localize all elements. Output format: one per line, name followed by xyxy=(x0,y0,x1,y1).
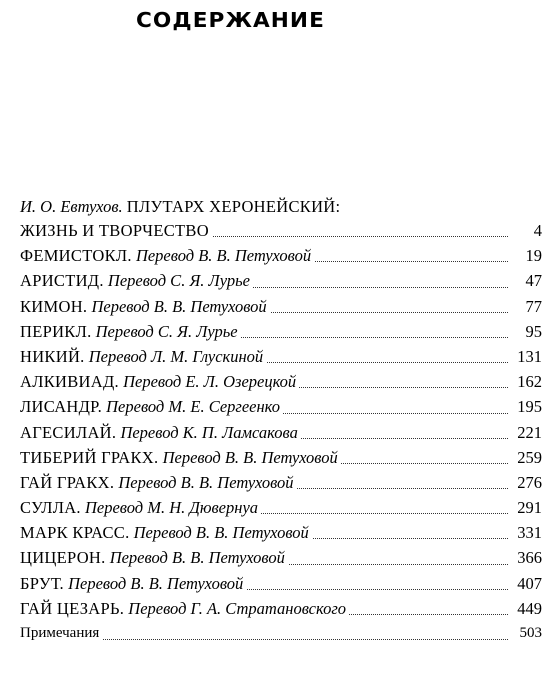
toc-entry xyxy=(20,319,542,344)
toc-entry xyxy=(20,495,542,520)
toc-entry xyxy=(20,294,542,319)
entry-page-number: 195 xyxy=(514,394,542,419)
entry-name: АРИСТИД. xyxy=(20,271,104,291)
entry-translator: Перевод В. В. Петуховой xyxy=(133,523,309,543)
entry-translator: Перевод В. В. Петуховой xyxy=(68,573,244,593)
toc-entry xyxy=(20,243,542,268)
toc-notes-line xyxy=(20,621,542,646)
toc-entry xyxy=(20,545,542,570)
entry-name: БРУТ. xyxy=(20,573,64,593)
entry-page-number: 449 xyxy=(514,596,542,621)
entry-translator: Перевод М. Е. Сергеенко xyxy=(106,397,281,417)
toc-intro-line-1 xyxy=(20,196,542,218)
notes-label: Примечания xyxy=(20,625,102,641)
intro-title-line1: ПЛУТАРХ ХЕРОНЕЙСКИЙ: xyxy=(126,197,341,216)
entry-translator: Перевод Г. А. Стратановского xyxy=(128,598,347,618)
entry-page-number: 19 xyxy=(523,243,543,268)
notes-page-number: 503 xyxy=(517,621,543,646)
entry-page-number: 407 xyxy=(514,571,542,596)
toc-entry xyxy=(20,420,542,445)
entry-name: АГЕСИЛАЙ. xyxy=(20,422,117,442)
toc-entry xyxy=(20,571,542,596)
intro-page-number: 4 xyxy=(531,218,542,243)
toc-entry xyxy=(20,344,542,369)
entry-page-number: 331 xyxy=(514,520,542,545)
entry-name: ГАЙ ЦЕЗАРЬ. xyxy=(20,598,125,618)
entry-page-number: 291 xyxy=(514,495,542,520)
entry-translator: Перевод К. П. Ламсакова xyxy=(120,422,298,442)
entry-page-number: 276 xyxy=(514,470,542,495)
entry-name: ТИБЕРИЙ ГРАКХ. xyxy=(20,447,159,467)
entry-page-number: 95 xyxy=(523,319,543,344)
entry-page-number: 366 xyxy=(514,545,542,570)
entry-translator: Перевод С. Я. Лурье xyxy=(95,321,238,341)
entry-translator: Перевод Е. Л. Озерецкой xyxy=(123,372,297,392)
entry-name: ГАЙ ГРАКХ. xyxy=(20,472,115,492)
entry-page-number: 162 xyxy=(514,369,542,394)
page-title: СОДЕРЖАНИЕ xyxy=(136,8,325,32)
entry-name: КИМОН. xyxy=(20,296,88,316)
entry-name: НИКИЙ. xyxy=(20,346,85,366)
entry-page-number: 77 xyxy=(523,294,543,319)
toc-entry xyxy=(20,445,542,470)
toc-intro-line-2 xyxy=(20,218,542,243)
entry-name: ЛИСАНДР. xyxy=(20,397,103,417)
toc-entry xyxy=(20,394,542,419)
toc-entries xyxy=(20,243,542,621)
entry-page-number: 221 xyxy=(514,420,542,445)
toc-entry xyxy=(20,369,542,394)
toc-entry xyxy=(20,268,542,293)
intro-author: И. О. Евтухов. xyxy=(20,197,123,216)
table-of-contents xyxy=(20,196,542,646)
entry-name: МАРК КРАСС. xyxy=(20,523,130,543)
entry-translator: Перевод В. В. Петуховой xyxy=(162,447,338,467)
toc-entry xyxy=(20,596,542,621)
entry-name: ЦИЦЕРОН. xyxy=(20,548,106,568)
entry-translator: Перевод В. В. Петуховой xyxy=(135,246,312,266)
entry-name: ФЕМИСТОКЛ. xyxy=(20,246,132,266)
entry-name: АЛКИВИАД. xyxy=(20,372,119,392)
entry-page-number: 131 xyxy=(514,344,542,369)
intro-title-line2: ЖИЗНЬ И ТВОРЧЕСТВО xyxy=(20,221,212,240)
entry-translator: Перевод Л. М. Глускиной xyxy=(88,346,264,366)
entry-translator: Перевод В. В. Петуховой xyxy=(109,548,285,568)
entry-translator: Перевод В. В. Петуховой xyxy=(91,296,267,316)
entry-translator: Перевод С. Я. Лурье xyxy=(107,271,250,291)
entry-name: СУЛЛА. xyxy=(20,498,81,518)
entry-name: ПЕРИКЛ. xyxy=(20,321,92,341)
entry-page-number: 259 xyxy=(514,445,542,470)
entry-translator: Перевод М. Н. Дювернуа xyxy=(84,498,259,518)
toc-entry xyxy=(20,520,542,545)
entry-page-number: 47 xyxy=(523,268,543,293)
toc-entry xyxy=(20,470,542,495)
entry-translator: Перевод В. В. Петуховой xyxy=(118,472,294,492)
